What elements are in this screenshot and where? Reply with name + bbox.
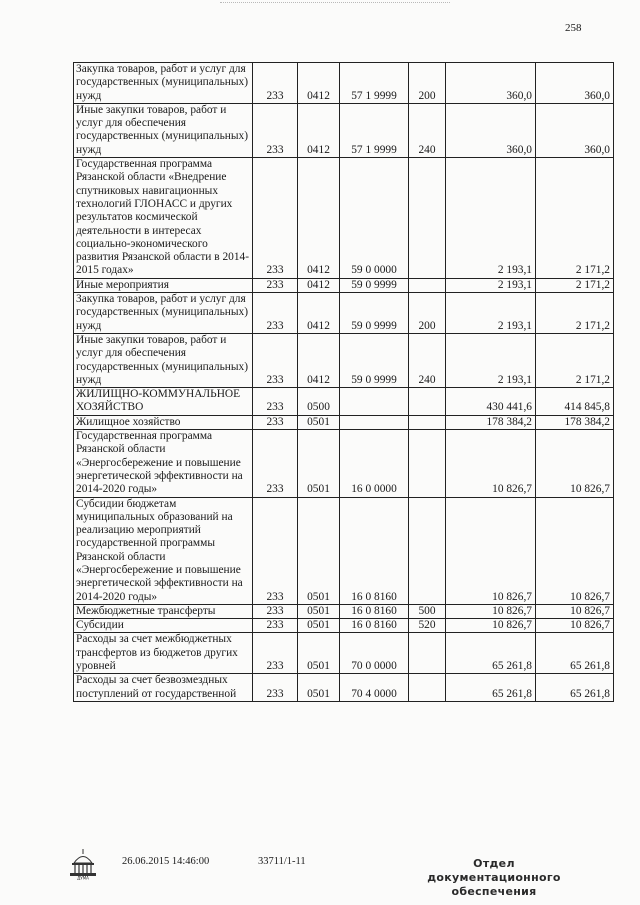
row-csr-cell: 70 0 0000: [340, 633, 409, 674]
row-section-cell: 0501: [298, 604, 340, 618]
row-vr-cell: 240: [409, 103, 446, 157]
row-grbs-cell: 233: [253, 619, 298, 633]
row-name-cell: Межбюджетные трансферты: [74, 604, 253, 618]
footer-department-line1: Отдел документационного: [427, 857, 561, 884]
row-sum-2015-cell: 178 384,2: [446, 415, 536, 429]
row-name-cell: Иные мероприятия: [74, 278, 253, 292]
row-sum-2015-cell: 430 441,6: [446, 388, 536, 416]
row-csr-cell: [340, 388, 409, 416]
row-section-cell: 0500: [298, 388, 340, 416]
row-grbs-cell: 233: [253, 497, 298, 604]
row-name-cell: ЖИЛИЩНО-КОММУНАЛЬНОЕ ХОЗЯЙСТВО: [74, 388, 253, 416]
row-name-cell: Жилищное хозяйство: [74, 415, 253, 429]
row-sum-executed-cell: 65 261,8: [536, 674, 614, 702]
row-sum-executed-cell: 2 171,2: [536, 293, 614, 334]
row-vr-cell: 200: [409, 63, 446, 104]
row-sum-2015-cell: 10 826,7: [446, 619, 536, 633]
row-grbs-cell: 233: [253, 333, 298, 387]
row-sum-2015-cell: 10 826,7: [446, 604, 536, 618]
row-sum-2015-cell: 2 193,1: [446, 278, 536, 292]
table-row: [74, 278, 614, 292]
row-name-cell: Государственная программа Рязанской области «Энергосбережение и повышение энергетической эффективности на 2014-2020 годы»: [74, 430, 253, 497]
row-sum-2015-cell: 2 193,1: [446, 333, 536, 387]
footer-department-line2: обеспечения: [451, 885, 537, 898]
row-csr-cell: 57 1 9999: [340, 63, 409, 104]
row-section-cell: 0501: [298, 619, 340, 633]
row-sum-executed-cell: 10 826,7: [536, 604, 614, 618]
row-grbs-cell: 233: [253, 158, 298, 279]
row-section-cell: 0412: [298, 158, 340, 279]
table-row: [74, 497, 614, 604]
row-grbs-cell: 233: [253, 103, 298, 157]
scan-edge-dots: [220, 2, 450, 5]
svg-text:ДУМА: ДУМА: [77, 875, 89, 880]
row-sum-2015-cell: 2 193,1: [446, 158, 536, 279]
row-sum-executed-cell: 178 384,2: [536, 415, 614, 429]
row-grbs-cell: 233: [253, 674, 298, 702]
row-csr-cell: 57 1 9999: [340, 103, 409, 157]
row-name-cell: Государственная программа Рязанской области «Внедрение спутниковых навигационных технологий ГЛОНАСС и других результатов космической деятельности в интересах социально-экономического развития Рязанской области в 2014-2015 годах»: [74, 158, 253, 279]
footer-doc-code: 33711/1-11: [258, 856, 306, 867]
row-csr-cell: 59 0 0000: [340, 158, 409, 279]
table-row: [74, 333, 614, 387]
row-section-cell: 0412: [298, 278, 340, 292]
row-name-cell: Субсидии бюджетам муниципальных образований на реализацию мероприятий государственной программы Рязанской области «Энергосбережение и повышение энергетической эффективности на 2014-2020 годы»: [74, 497, 253, 604]
row-name-cell: Иные закупки товаров, работ и услуг для обеспечения государственных (муниципальных) нужд: [74, 333, 253, 387]
table-row: [74, 158, 614, 279]
row-grbs-cell: 233: [253, 63, 298, 104]
row-sum-executed-cell: 10 826,7: [536, 497, 614, 604]
row-sum-2015-cell: 65 261,8: [446, 633, 536, 674]
row-csr-cell: 16 0 8160: [340, 604, 409, 618]
table-row: [74, 674, 614, 702]
row-grbs-cell: 233: [253, 293, 298, 334]
row-csr-cell: 59 0 9999: [340, 333, 409, 387]
row-sum-2015-cell: 360,0: [446, 103, 536, 157]
row-section-cell: 0412: [298, 333, 340, 387]
row-vr-cell: [409, 430, 446, 497]
row-grbs-cell: 233: [253, 278, 298, 292]
row-name-cell: Иные закупки товаров, работ и услуг для обеспечения государственных (муниципальных) нужд: [74, 103, 253, 157]
row-vr-cell: 500: [409, 604, 446, 618]
table-row: [74, 63, 614, 104]
table-row: [74, 293, 614, 334]
row-csr-cell: 16 0 8160: [340, 619, 409, 633]
row-section-cell: 0501: [298, 497, 340, 604]
row-sum-2015-cell: 360,0: [446, 63, 536, 104]
footer-datetime: 26.06.2015 14:46:00: [122, 856, 210, 867]
row-vr-cell: [409, 497, 446, 604]
row-csr-cell: 70 4 0000: [340, 674, 409, 702]
row-vr-cell: [409, 415, 446, 429]
row-section-cell: 0501: [298, 633, 340, 674]
row-sum-executed-cell: 10 826,7: [536, 430, 614, 497]
row-sum-executed-cell: 360,0: [536, 63, 614, 104]
row-name-cell: Расходы за счет межбюджетных трансфертов из бюджетов других уровней: [74, 633, 253, 674]
row-sum-executed-cell: 360,0: [536, 103, 614, 157]
budget-table: [73, 62, 614, 702]
table-row: [74, 633, 614, 674]
row-section-cell: 0412: [298, 103, 340, 157]
row-section-cell: 0412: [298, 63, 340, 104]
row-sum-executed-cell: 65 261,8: [536, 633, 614, 674]
row-grbs-cell: 233: [253, 430, 298, 497]
table-row: [74, 103, 614, 157]
row-vr-cell: [409, 388, 446, 416]
row-csr-cell: 59 0 9999: [340, 293, 409, 334]
table-row: [74, 604, 614, 618]
row-sum-2015-cell: 2 193,1: [446, 293, 536, 334]
row-name-cell: Расходы за счет безвозмездных поступлений от государственной: [74, 674, 253, 702]
row-name-cell: Закупка товаров, работ и услуг для государственных (муниципальных) нужд: [74, 63, 253, 104]
row-csr-cell: [340, 415, 409, 429]
row-csr-cell: 16 0 8160: [340, 497, 409, 604]
row-section-cell: 0501: [298, 674, 340, 702]
table-row: [74, 619, 614, 633]
row-vr-cell: 240: [409, 333, 446, 387]
row-vr-cell: 520: [409, 619, 446, 633]
row-sum-executed-cell: 2 171,2: [536, 278, 614, 292]
row-csr-cell: 16 0 0000: [340, 430, 409, 497]
row-sum-executed-cell: 2 171,2: [536, 333, 614, 387]
row-sum-executed-cell: 414 845,8: [536, 388, 614, 416]
table-row: [74, 388, 614, 416]
row-sum-2015-cell: 10 826,7: [446, 430, 536, 497]
row-vr-cell: [409, 158, 446, 279]
table-row: [74, 430, 614, 497]
row-vr-cell: [409, 674, 446, 702]
row-grbs-cell: 233: [253, 633, 298, 674]
row-section-cell: 0501: [298, 430, 340, 497]
row-vr-cell: [409, 278, 446, 292]
row-grbs-cell: 233: [253, 604, 298, 618]
footer-department: [426, 857, 562, 899]
row-grbs-cell: 233: [253, 388, 298, 416]
row-sum-2015-cell: 65 261,8: [446, 674, 536, 702]
page-number: 258: [565, 22, 582, 34]
table-row: [74, 415, 614, 429]
row-grbs-cell: 233: [253, 415, 298, 429]
row-sum-executed-cell: 2 171,2: [536, 158, 614, 279]
row-name-cell: Субсидии: [74, 619, 253, 633]
duma-emblem-icon: [66, 846, 100, 880]
row-section-cell: 0501: [298, 415, 340, 429]
row-vr-cell: [409, 633, 446, 674]
row-sum-2015-cell: 10 826,7: [446, 497, 536, 604]
row-vr-cell: 200: [409, 293, 446, 334]
row-name-cell: Закупка товаров, работ и услуг для государственных (муниципальных) нужд: [74, 293, 253, 334]
row-csr-cell: 59 0 9999: [340, 278, 409, 292]
row-sum-executed-cell: 10 826,7: [536, 619, 614, 633]
row-section-cell: 0412: [298, 293, 340, 334]
